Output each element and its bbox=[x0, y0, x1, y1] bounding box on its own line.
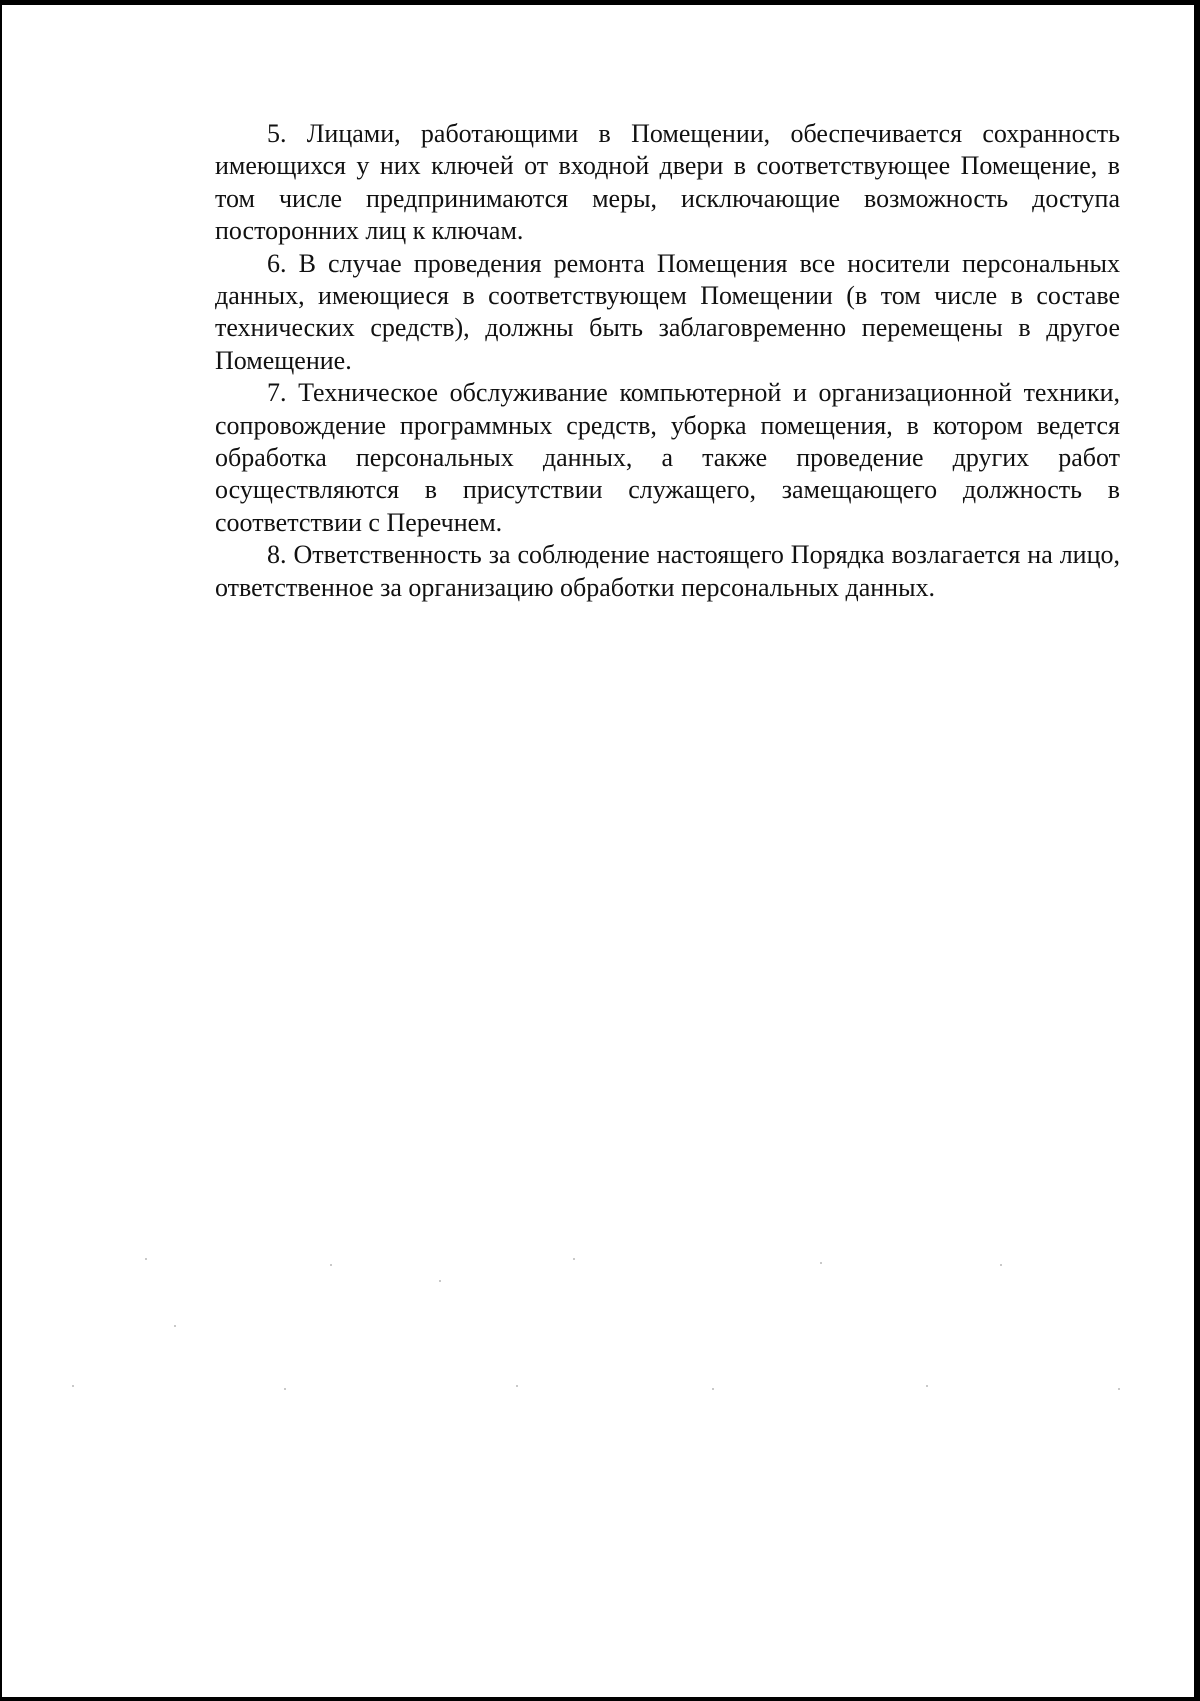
scan-speck bbox=[516, 1385, 518, 1387]
paragraph-5: 5. Лицами, работающими в Помещении, обеспечивается сохранность имеющихся у них ключей от входной двери в соответствующее Помещение, в том числе предпринимаются меры, исключающие возможность доступа посторонних лиц к ключам. bbox=[215, 119, 1120, 246]
scan-speck bbox=[1118, 1388, 1120, 1390]
scan-speck bbox=[1000, 1264, 1002, 1266]
paragraph-8: 8. Ответственность за соблюдение настоящего Порядка возлагается на лицо, ответственное за организацию обработки персональных данных. bbox=[215, 540, 1120, 602]
scan-speck bbox=[573, 1258, 575, 1260]
scan-speck bbox=[72, 1385, 74, 1387]
scan-border-bottom bbox=[0, 1697, 1200, 1701]
document-body bbox=[215, 118, 1120, 604]
scan-border-top bbox=[0, 0, 1200, 5]
paragraph-7: 7. Техническое обслуживание компьютерной и организационной техники, сопровождение программных средств, уборка помещения, в котором ведется обработка персональных данных, а также проведение других работ осуществляются в присутствии служащего, замещающего должность в соответствии с Перечнем. bbox=[215, 378, 1120, 537]
scan-speck bbox=[439, 1280, 441, 1282]
scan-speck bbox=[174, 1325, 176, 1327]
scan-border-right bbox=[1194, 0, 1200, 1701]
scan-speck bbox=[330, 1264, 332, 1266]
paragraph-6: 6. В случае проведения ремонта Помещения все носители персональных данных, имеющиеся в соответствующем Помещении (в том числе в составе технических средств), должны быть заблаговременно перемещены в другое Помещение. bbox=[215, 248, 1120, 375]
scan-speck bbox=[820, 1262, 822, 1264]
scan-border-left bbox=[0, 0, 2, 1701]
scan-speck bbox=[712, 1388, 714, 1390]
scan-speck bbox=[284, 1388, 286, 1390]
scan-speck bbox=[145, 1258, 147, 1260]
scan-speck bbox=[926, 1385, 928, 1387]
